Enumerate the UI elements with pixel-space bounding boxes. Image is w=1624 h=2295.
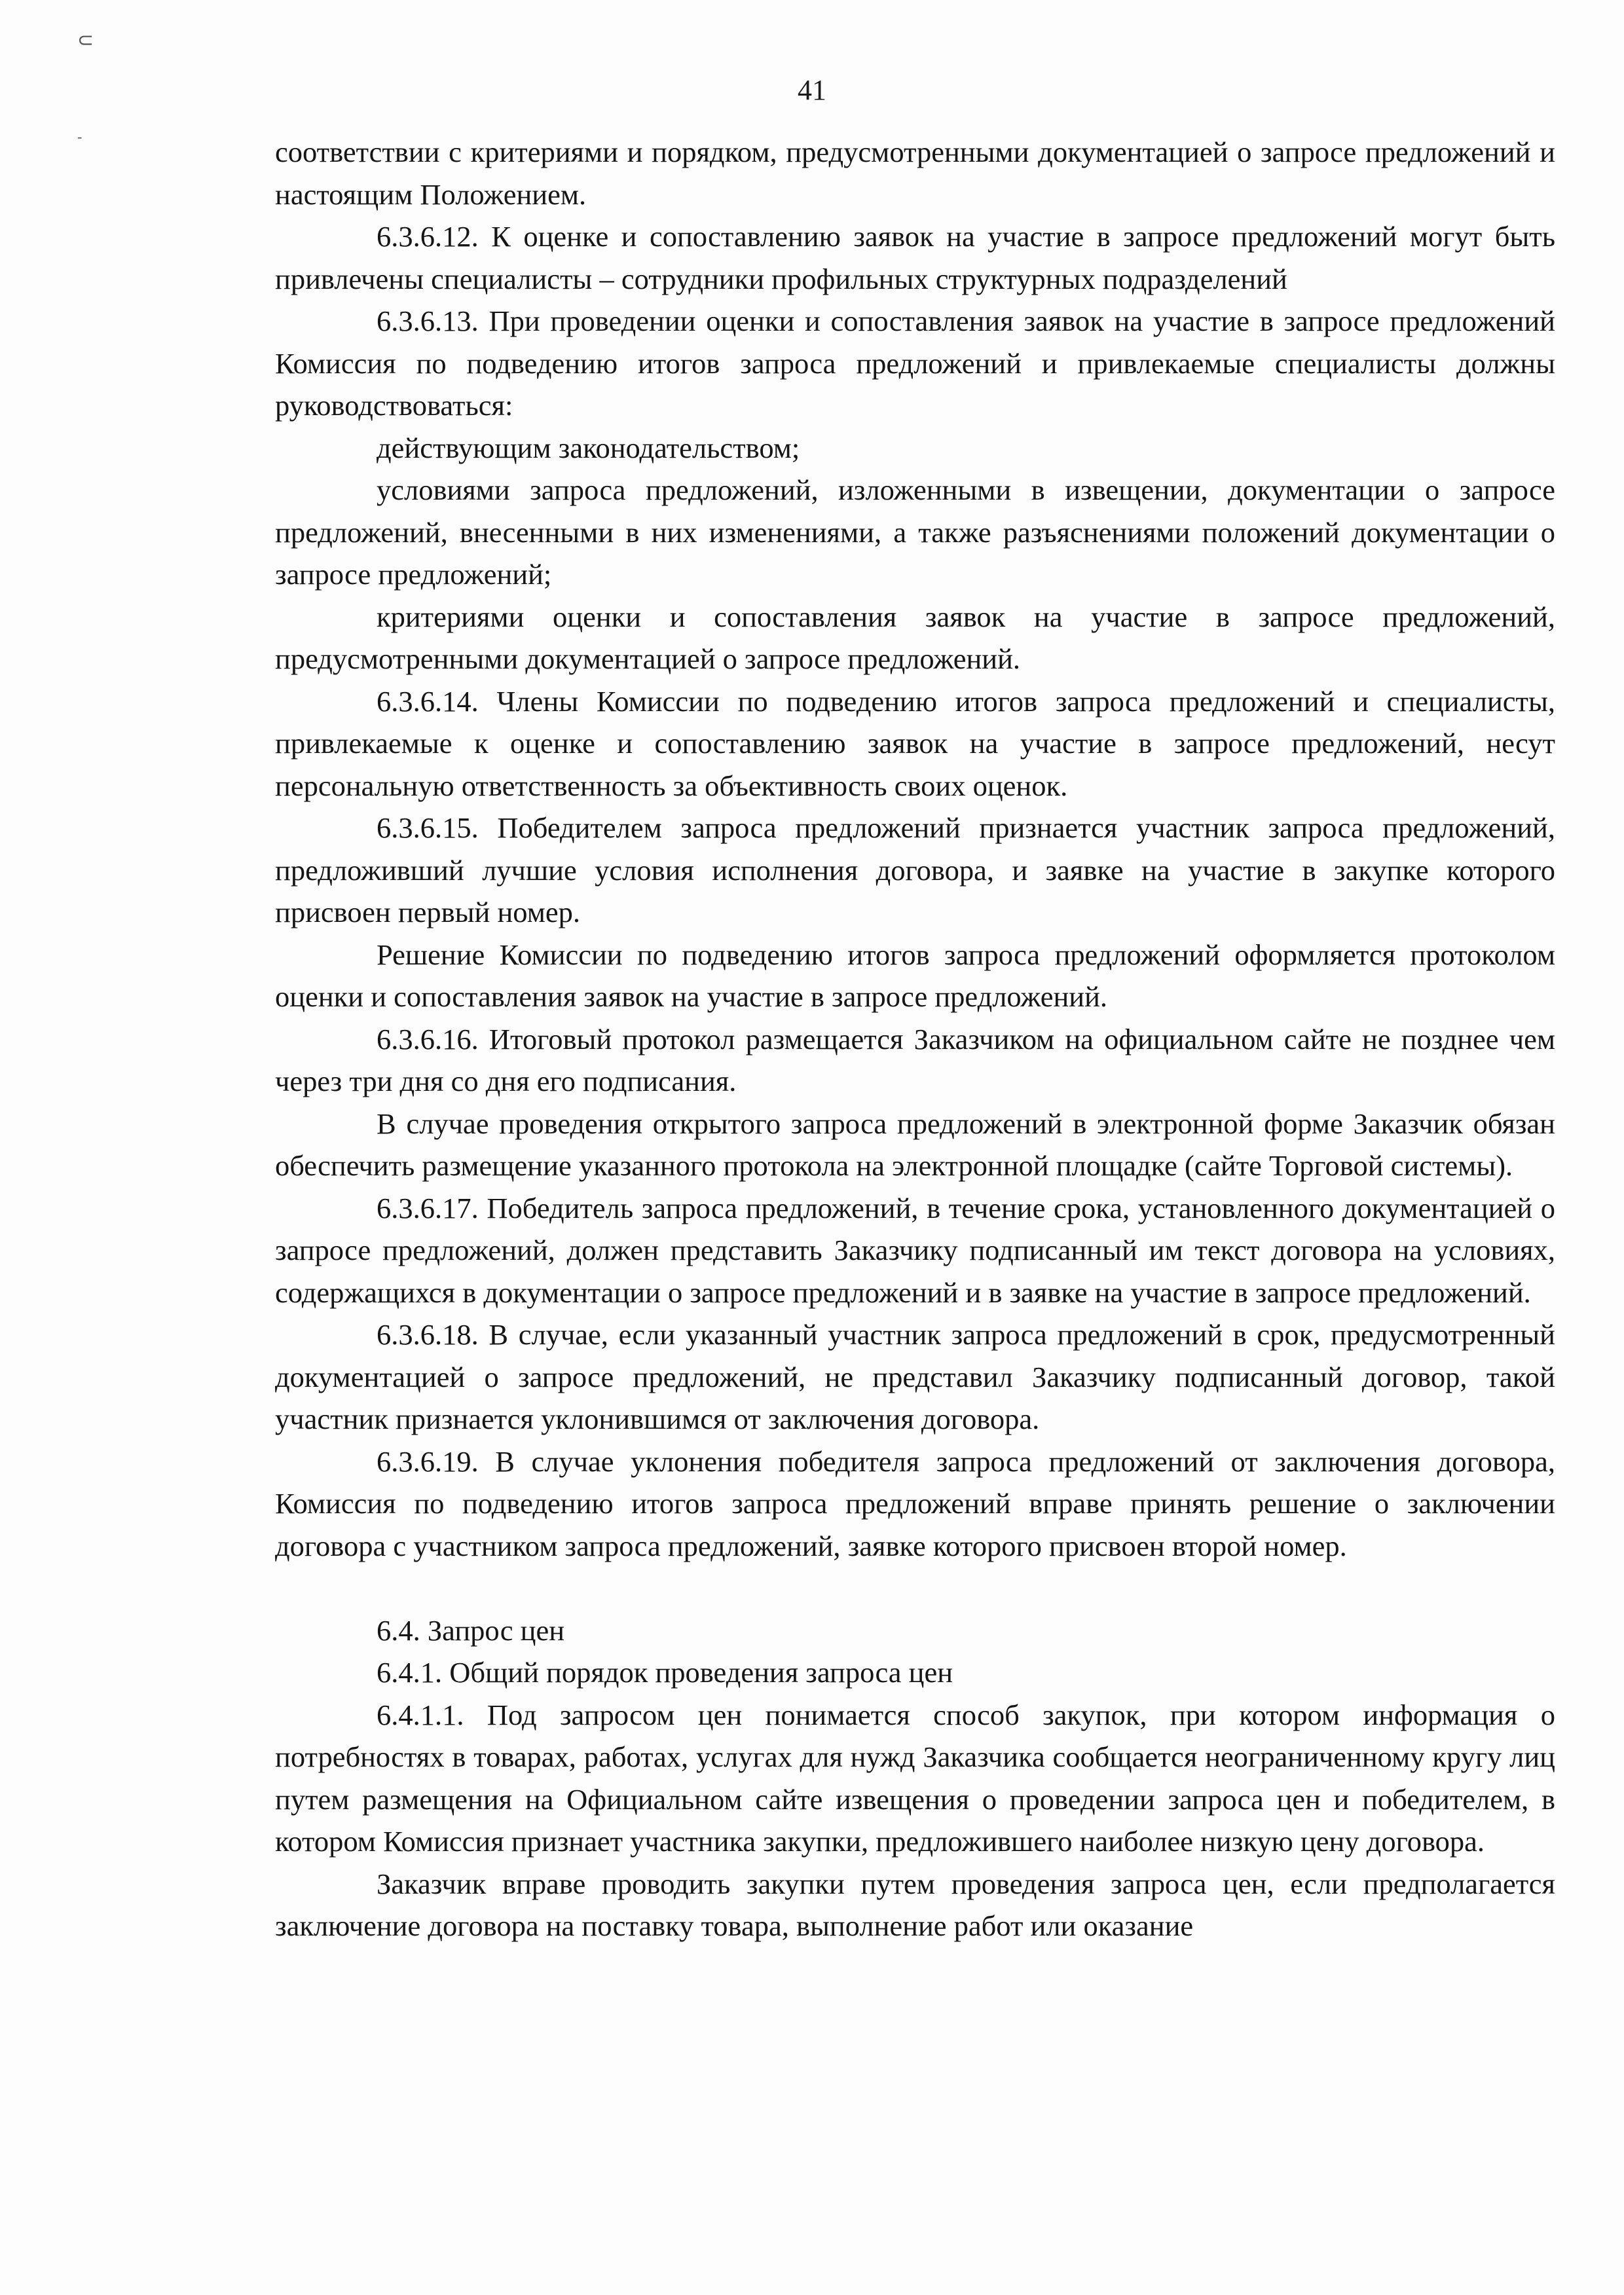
section-heading-6-4: 6.4. Запрос цен	[377, 1613, 565, 1647]
scan-artifact-dot: -	[77, 128, 83, 145]
paragraph-6-3-6-13: 6.3.6.13. При проведении оценки и сопоставления заявок на участие в запросе предложений Комиссия по подведению итогов запроса предложений и привлекаемые специалисты должны руководствоваться:	[275, 304, 1555, 422]
paragraph-6-3-6-15: 6.3.6.15. Победителем запроса предложений признается участник запроса предложений, предложивший лучшие условия исполнения договора, и заявке на участие в закупке которого присвоен первый номер.	[275, 811, 1555, 928]
document-body	[275, 131, 1555, 1947]
list-item-conditions: условиями запроса предложений, изложенными в извещении, документации о запросе предложений, внесенными в них изменениями, а также разъяснениями положений документации о запросе предложений;	[275, 473, 1555, 591]
list-item-criteria: критериями оценки и сопоставления заявок на участие в запросе предложений, предусмотренными документацией о запросе предложений.	[275, 600, 1555, 675]
paragraph-6-3-6-12: 6.3.6.12. К оценке и сопоставлению заявок на участие в запросе предложений могут быть привлечены специалисты – сотрудники профильных структурных подразделений	[275, 220, 1555, 295]
paragraph-6-3-6-16: 6.3.6.16. Итоговый протокол размещается Заказчиком на официальном сайте не позднее чем через три дня со дня его подписания.	[275, 1022, 1555, 1097]
paragraph-6-4-1-1: 6.4.1.1. Под запросом цен понимается способ закупок, при котором информация о потребностях в товарах, работах, услугах для нужд Заказчика сообщается неограниченному кругу лиц путем размещения на Официальном сайте извещения о проведении запроса цен и победителем, в котором Комиссия признает участника закупки, предложившего наиболее низкую цену договора.	[275, 1698, 1555, 1858]
paragraph-customer-right: Заказчик вправе проводить закупки путем проведения запроса цен, если предполагается заключение договора на поставку товара, выполнение работ или оказание	[275, 1867, 1555, 1942]
paragraph-electronic-form: В случае проведения открытого запроса предложений в электронной форме Заказчик обязан обеспечить размещение указанного протокола на электронной площадке (сайте Торговой системы).	[275, 1107, 1555, 1182]
subsection-heading-6-4-1: 6.4.1. Общий порядок проведения запроса цен	[377, 1656, 953, 1689]
paragraph-6-3-6-19: 6.3.6.19. В случае уклонения победителя запроса предложений от заключения договора, Комиссия по подведению итогов запроса предложений вправе принять решение о заключении договора с участником запроса предложений, заявке которого присвоен второй номер.	[275, 1444, 1555, 1562]
paragraph-continuation: соответствии с критериями и порядком, предусмотренными документацией о запросе предложений и настоящим Положением.	[275, 136, 1555, 211]
paragraph-6-3-6-18: 6.3.6.18. В случае, если указанный участник запроса предложений в срок, предусмотренный документацией о запросе предложений, не представил Заказчику подписанный договор, такой участник признается уклонившимся от заключения договора.	[275, 1318, 1555, 1435]
scan-artifact-mark: ⊂	[77, 29, 94, 51]
paragraph-6-3-6-14: 6.3.6.14. Члены Комиссии по подведению итогов запроса предложений и специалисты, привлекаемые к оценке и сопоставлению заявок на участие в запросе предложений, несут персональную ответственность за объективность своих оценок.	[275, 684, 1555, 802]
page-number: 41	[798, 74, 826, 106]
paragraph-6-3-6-17: 6.3.6.17. Победитель запроса предложений, в течение срока, установленного документацией о запросе предложений, должен представить Заказчику подписанный им текст договора на условиях, содержащихся в документации о запросе предложений и в заявке на участие в запросе предложений.	[275, 1191, 1555, 1309]
list-item-legislation: действующим законодательством;	[377, 431, 800, 464]
paragraph-commission-decision: Решение Комиссии по подведению итогов запроса предложений оформляется протоколом оценки и сопоставления заявок на участие в запросе предложений.	[275, 938, 1555, 1013]
blank-line	[275, 1567, 1555, 1609]
